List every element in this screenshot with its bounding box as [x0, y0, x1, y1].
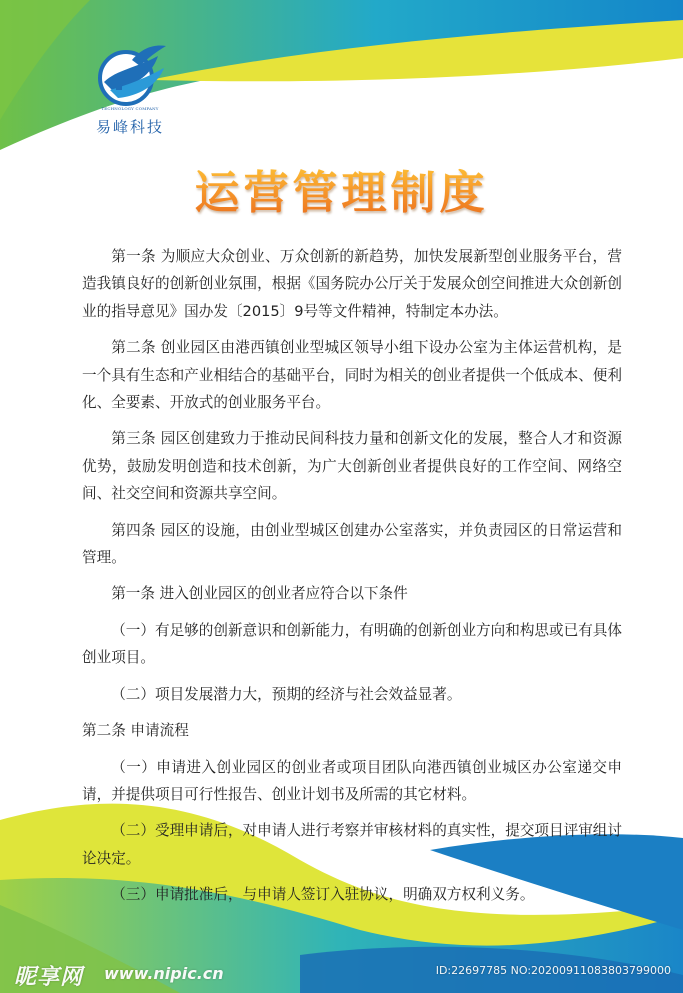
paragraph-application-heading: 第二条 申请流程 [82, 722, 189, 740]
paragraph-step-1: （一）申请进入创业园区的创业者或项目团队向港西镇创业城区办公室递交申请，并提供项目可行性报告、创业计划书及所需的其它材料。 [82, 758, 622, 803]
paragraph-article-2: 第二条 创业园区由港西镇创业型城区领导小组下设办公室为主体运营机构，是一个具有生态和产业相结合的基础平台，同时为相关的创业者提供一个低成本、便利化、全要素、开放式的创业服务平台。 [82, 339, 622, 412]
paragraph-entry-conditions: 第一条 进入创业园区的创业者应符合以下条件 [111, 585, 408, 603]
paragraph-step-3: （三）申请批准后，与申请人签订入驻协议，明确双方权利义务。 [111, 886, 535, 904]
paragraph-article-4: 第四条 园区的设施，由创业型城区创建办公室落实，并负责园区的日常运营和管理。 [82, 521, 622, 567]
paragraph-condition-2: （二）项目发展潜力大，预期的经济与社会效益显著。 [111, 685, 462, 703]
watermark-url: www.nipic.cn [104, 964, 224, 983]
paragraph-condition-1: （一）有足够的创新意识和创新能力，有明确的创新创业方向和构思或已有具体创业项目。 [82, 621, 622, 667]
logo-company-name: 易峰科技 [95, 118, 164, 136]
watermark-id: ID:22697785 NO:20200911083803799000 [435, 964, 671, 977]
watermark-site-name: 昵享网 [14, 965, 84, 990]
paragraph-article-1: 第一条 为顺应大众创业、万众创新的新趋势，加快发展新型创业服务平台，营造我镇良好的创新创业氛围，根据《国务院办公厅关于发展众创空间推进大众创新创业的指导意见》国办发〔2015〕9号等文件精神，特制定本办法。 [82, 248, 622, 320]
document-body [82, 243, 622, 918]
page-title: 运营管理制度 [0, 156, 683, 221]
paragraph-step-2: （二）受理申请后，对申请人进行考察并审核材料的真实性，提交项目评审组讨论决定。 [82, 822, 622, 867]
logo-subtitle: TECHNOLOGY COMPANY [101, 106, 159, 111]
paragraph-article-3: 第三条 园区创建致力于推动民间科技力量和创新文化的发展，整合人才和资源优势，鼓励发明创造和技术创新，为广大创新创业者提供良好的工作空间、网络空间、社交空间和资源共享空间。 [82, 430, 622, 503]
